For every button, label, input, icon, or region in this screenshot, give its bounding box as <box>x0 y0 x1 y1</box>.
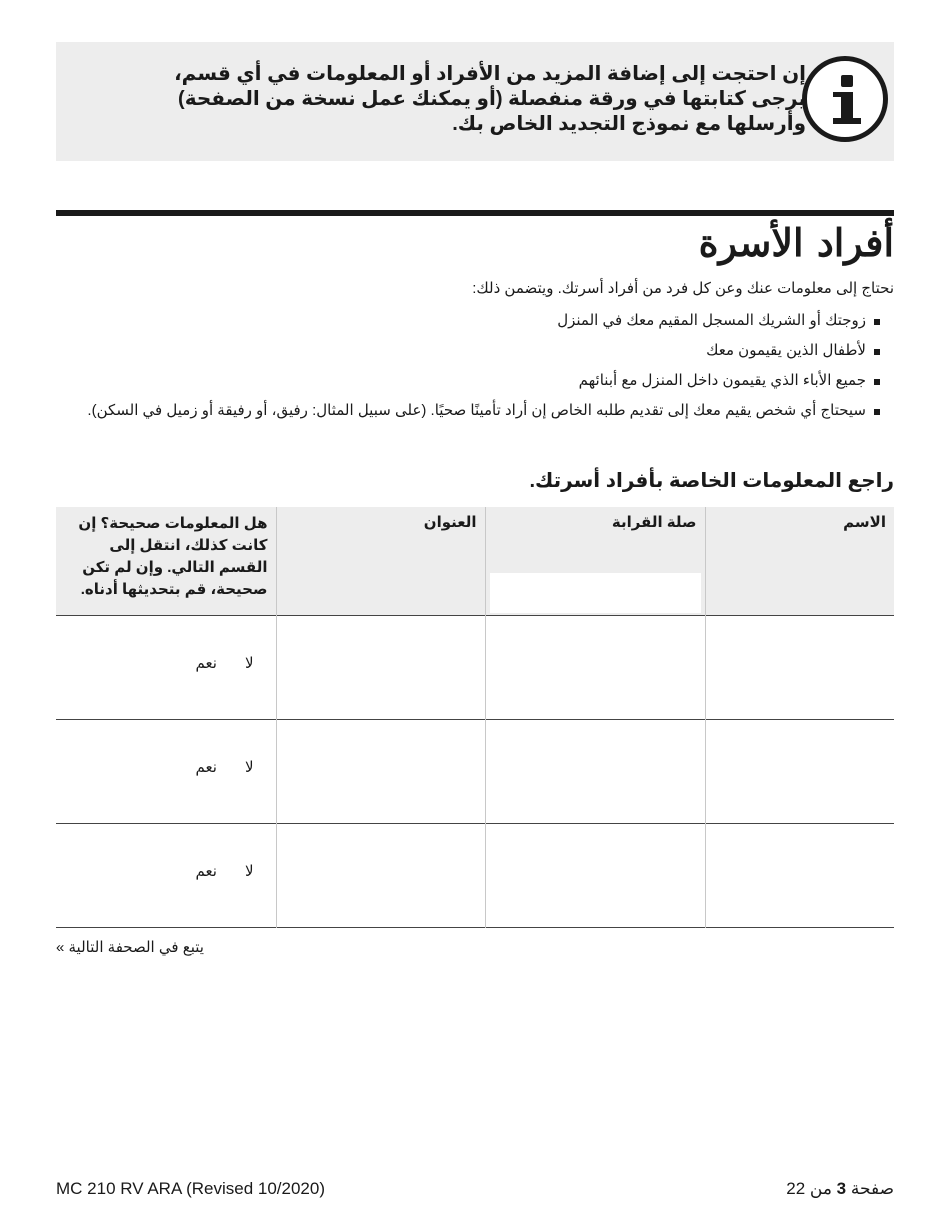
section-intro: نحتاج إلى معلومات عنك وعن كل فرد من أفراد أسرتك. ويتضمن ذلك: <box>472 280 894 297</box>
table-row <box>56 615 894 719</box>
no-option[interactable]: لا <box>244 758 254 776</box>
address-cell[interactable] <box>276 719 485 823</box>
form-id: MC 210 RV ARA (Revised 10/2020) <box>56 1179 325 1198</box>
relationship-cell[interactable] <box>485 823 705 927</box>
address-cell[interactable] <box>276 615 485 719</box>
no-option[interactable]: لا <box>244 654 254 672</box>
list-item: جميع الأباء الذي يقيمون داخل المنزل مع أبنائهم <box>56 371 894 391</box>
household-table <box>56 507 894 928</box>
list-item: زوجتك أو الشريك المسجل المقيم معك في المنزل <box>56 311 894 331</box>
table-row <box>56 823 894 927</box>
continue-note: يتبع في الصحفة التالية » <box>56 939 204 956</box>
review-heading: راجع المعلومات الخاصة بأفراد أسرتك. <box>529 470 894 492</box>
relationship-blank-field[interactable] <box>490 573 701 613</box>
name-cell[interactable] <box>705 719 894 823</box>
correct-cell <box>56 823 276 927</box>
list-item: سيحتاج أي شخص يقيم معك إلى تقديم طلبه الخاص إن أراد تأمينًا صحيًا. (على سبيل المثال: رفيق، أو رفيقة أو زميل في السكن). <box>56 401 894 421</box>
section-title: أفراد الأسرة <box>698 220 894 265</box>
header-relationship: صلة القرابة <box>485 507 705 615</box>
correct-cell <box>56 615 276 719</box>
yes-option[interactable]: نعم <box>195 654 217 672</box>
name-cell[interactable] <box>705 615 894 719</box>
table-header-row <box>56 507 894 615</box>
section-divider <box>56 210 894 216</box>
no-option[interactable]: لا <box>244 862 254 880</box>
header-name: الاسم <box>705 507 894 615</box>
info-notice <box>56 42 894 161</box>
page-number: صفحة 3 من 22 <box>786 1179 894 1198</box>
relationship-cell[interactable] <box>485 719 705 823</box>
info-notice-text: إن احتجت إلى إضافة المزيد من الأفراد أو المعلومات في أي قسم، يرجى كتابتها في ورقة منفصلة (أو يمكنك عمل نسخة من الصفحة) وأرسلها مع نموذج التجديد الخاص بك. <box>174 63 806 135</box>
yes-option[interactable]: نعم <box>195 862 217 880</box>
header-info-correct: هل المعلومات صحيحة؟ إن كانت كذلك، انتقل إلى القسم التالي. وإن لم تكن صحيحة، قم بتحديثها أدناه. <box>56 507 276 615</box>
name-cell[interactable] <box>705 823 894 927</box>
address-cell[interactable] <box>276 823 485 927</box>
info-icon <box>802 56 888 142</box>
table-row <box>56 719 894 823</box>
list-item: لأطفال الذين يقيمون معك <box>56 341 894 361</box>
header-address: العنوان <box>276 507 485 615</box>
relationship-cell[interactable] <box>485 615 705 719</box>
household-members-list <box>56 311 894 421</box>
correct-cell <box>56 719 276 823</box>
yes-option[interactable]: نعم <box>195 758 217 776</box>
